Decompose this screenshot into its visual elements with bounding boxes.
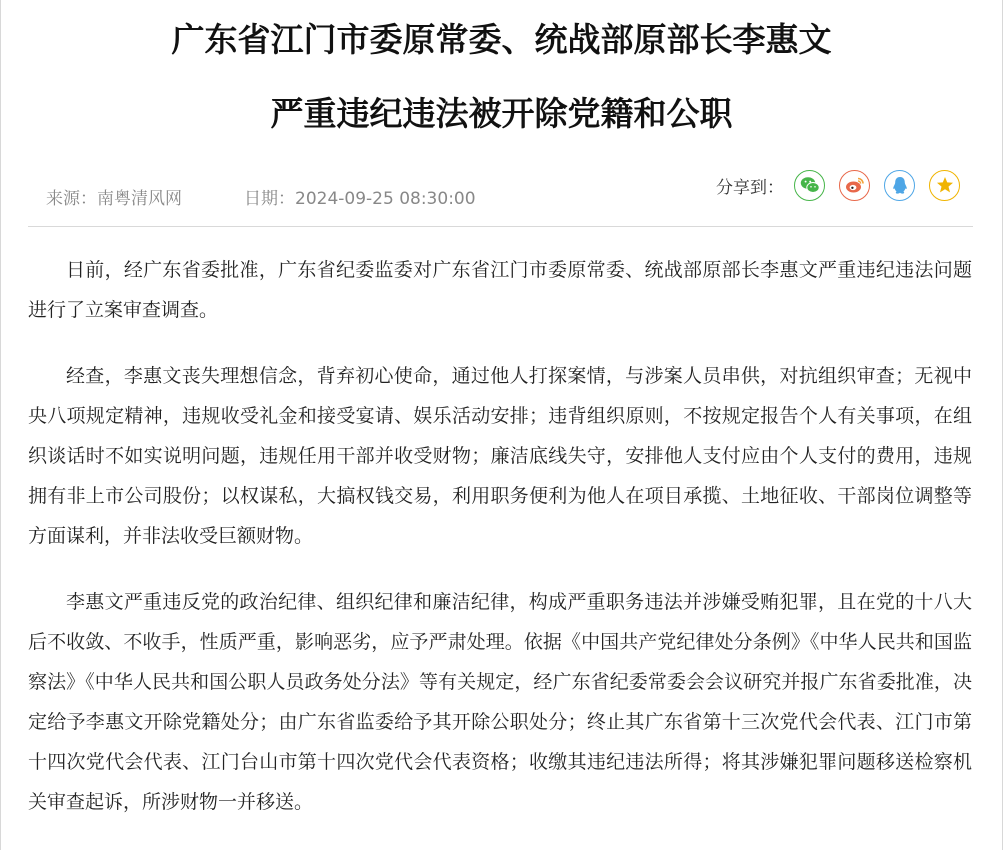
share-label: 分享到： [716,177,784,198]
share-bar [716,167,960,203]
article-paragraph: 日前，经广东省委批准，广东省纪委监委对广东省江门市委原常委、统战部原部长李惠文严重违纪违法问题进行了立案审查调查。 [28,259,972,321]
share-weibo-button[interactable] [839,170,870,201]
article-source: 来源：南粤清风网 [46,189,182,209]
article-paragraph: 李惠文严重违反党的政治纪律、组织纪律和廉洁纪律，构成严重职务违法并涉嫌受贿犯罪，且在党的十八大后不收敛、不收手，性质严重，影响恶劣，应予严肃处理。依据《中国共产党纪律处分条例》《中华人民共和国监察法》《中华人民共和国公职人员政务处分法》等有关规定，经广东省纪委常委会会议研究并报广东省委批准，决定给予李惠文开除党籍处分；由广东省监委给予其开除公职处分；终止其广东省第十三次党代会代表、江门市第十四次党代会代表、江门台山市第十四次党代会代表资格；收缴其违纪违法所得；将其涉嫌犯罪问题移送检察机关审查起诉，所涉财物一并移送。 [28,591,972,813]
article-date: 日期：2024-09-25 08:30:00 [244,189,476,209]
share-qq-button[interactable] [884,170,915,201]
qq-icon [892,176,908,195]
share-wechat-button[interactable] [794,170,825,201]
article-body [28,250,972,848]
header-divider [28,226,973,227]
article-paragraph: 经查，李惠文丧失理想信念，背弃初心使命，通过他人打探案情，与涉案人员串供，对抗组织审查；无视中央八项规定精神，违规收受礼金和接受宴请、娱乐活动安排；违背组织原则，不按规定报告个人有关事项，在组织谈话时不如实说明问题，违规任用干部并收受财物；廉洁底线失守，安排他人支付应由个人支付的费用，违规拥有非上市公司股份；以权谋私，大搞权钱交易，利用职务便利为他人在项目承揽、土地征收、干部岗位调整等方面谋利，并非法收受巨额财物。 [28,365,972,547]
article-title-line-2: 严重违纪违法被开除党籍和公职 [270,94,733,133]
article-title-line-1: 广东省江门市委原常委、统战部原部长李惠文 [171,20,832,59]
wechat-icon [800,176,820,194]
weibo-icon [845,176,865,194]
qzone-star-icon [936,176,954,194]
share-qzone-button[interactable] [929,170,960,201]
